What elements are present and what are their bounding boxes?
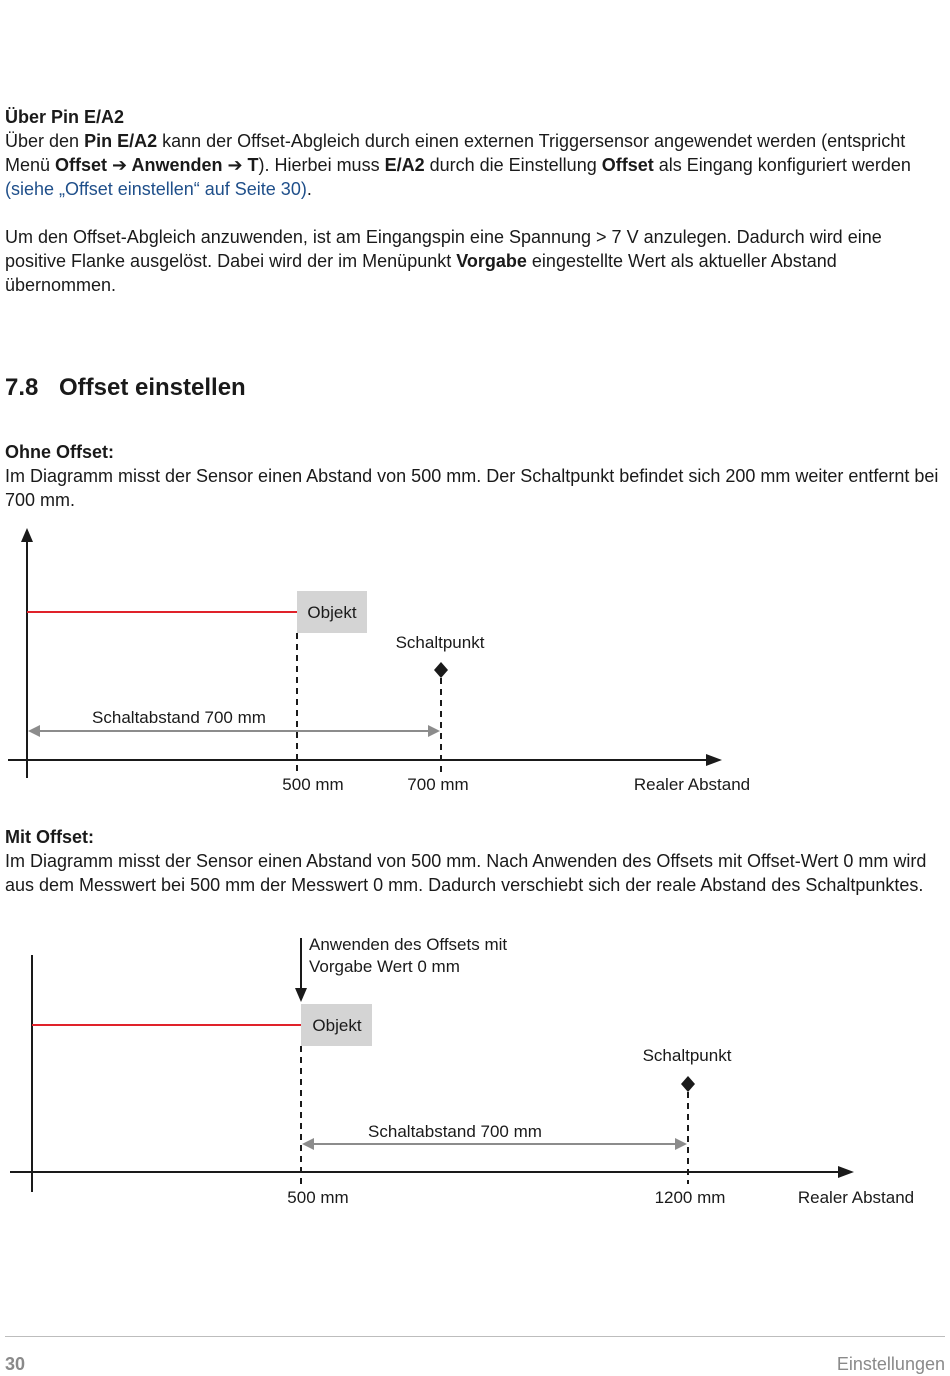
pin-paragraph-2: Um den Offset-Abgleich anzuwenden, ist am Eingangspin eine Spannung > 7 V anzulegen. Dadurch wird eine positive Flanke ausgelöst. Dabei wird der im Menüpunkt Vorgabe eingestellte Wert als aktueller Abstand übernommen. <box>5 227 882 295</box>
mit-offset-block <box>5 825 945 897</box>
page-reference-link[interactable]: (siehe „Offset einstellen“ auf Seite 30) <box>5 179 307 199</box>
range-arrow-right-head <box>428 725 440 737</box>
x-axis-label: Realer Abstand <box>797 1188 915 1207</box>
tick-label-700: 700 mm <box>407 775 469 794</box>
diagram-without-offset <box>0 520 950 800</box>
switchpoint-marker <box>681 1076 695 1092</box>
ohne-offset-text: Im Diagramm misst der Sensor einen Abstand von 500 mm. Der Schaltpunkt befindet sich 200 mm weiter entfernt bei 700 mm. <box>5 466 939 510</box>
range-arrow-left-head <box>302 1138 314 1150</box>
x-axis-arrowhead <box>838 1166 854 1178</box>
section-heading <box>5 373 246 403</box>
ohne-offset-heading: Ohne Offset: <box>5 442 115 462</box>
object-label: Objekt <box>307 603 357 622</box>
tick-label-1200: 1200 mm <box>654 1188 726 1207</box>
pin-section <box>5 105 945 297</box>
range-arrow-left-head <box>28 725 40 737</box>
ohne-offset-block <box>5 440 945 512</box>
y-axis-arrowhead <box>21 528 33 542</box>
footer-section-name: Einstellungen <box>836 1354 945 1374</box>
object-label: Objekt <box>312 1016 362 1035</box>
section-number: 7.8 <box>5 374 39 401</box>
diagram-with-offset <box>0 930 950 1215</box>
footer-page-number: 30 <box>5 1354 26 1374</box>
x-axis-arrowhead <box>706 754 722 766</box>
apply-offset-label-line2: Vorgabe Wert 0 mm <box>309 957 460 976</box>
range-label: Schaltabstand 700 mm <box>368 1122 542 1141</box>
apply-offset-label-line1: Anwenden des Offsets mit <box>309 935 508 954</box>
apply-offset-arrowhead <box>295 988 307 1002</box>
switchpoint-label: Schaltpunkt <box>642 1046 732 1065</box>
range-label: Schaltabstand 700 mm <box>92 708 266 727</box>
x-axis-label: Realer Abstand <box>633 775 751 794</box>
mit-offset-heading: Mit Offset: <box>5 827 94 847</box>
tick-label-500: 500 mm <box>282 775 344 794</box>
section-title: Offset einstellen <box>59 374 246 401</box>
pin-paragraph-1: Über den Pin E/A2 kann der Offset-Abgleich durch einen externen Triggersensor angewendet werden (entspricht Menü Offset ➔ Anwenden ➔ T). Hierbei muss E/A2 durch die Einstellung Offset als Eingang konfiguriert werden (siehe „Offset einstellen“ auf Seite 30). <box>5 131 911 199</box>
pin-heading: Über Pin E/A2 <box>5 107 125 127</box>
footer-divider <box>5 1336 945 1337</box>
tick-label-500: 500 mm <box>287 1188 349 1207</box>
range-arrow-right-head <box>675 1138 687 1150</box>
switchpoint-label: Schaltpunkt <box>395 633 485 652</box>
mit-offset-text: Im Diagramm misst der Sensor einen Abstand von 500 mm. Nach Anwenden des Offsets mit Offset-Wert 0 mm wird aus dem Messwert bei 500 mm der Messwert 0 mm. Dadurch verschiebt sich der reale Abstand des Schaltpunktes. <box>5 851 927 895</box>
switchpoint-marker <box>434 662 448 678</box>
